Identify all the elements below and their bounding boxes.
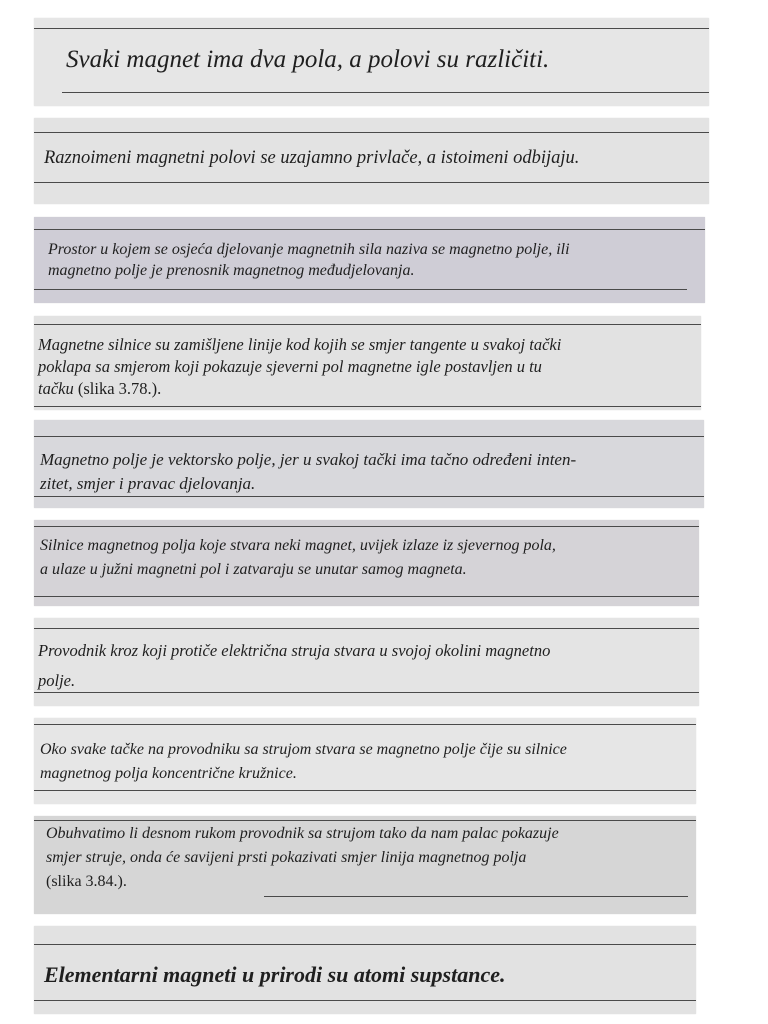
statement-line-1: Magnetne silnice su zamišljene linije kod kojih se smjer tangente u svakoj tački [38, 335, 562, 354]
statement-text [38, 334, 561, 400]
bottom-rule [34, 1000, 696, 1001]
bottom-rule [34, 790, 696, 791]
statement-strip-5 [34, 420, 704, 508]
statement-line-1: Magnetno polje je vektorsko polje, jer u svakoj tački ima tačno određeni inten- [40, 450, 577, 469]
bottom-rule [34, 496, 704, 497]
top-rule [34, 820, 696, 821]
statement-strip-4 [34, 316, 701, 410]
statement-text [40, 738, 567, 786]
statement-strip-9 [34, 816, 696, 914]
statement-line-3-text: tačku [38, 379, 74, 398]
statement-strip-8 [34, 718, 696, 804]
statement-text [38, 636, 550, 696]
top-rule [34, 28, 709, 29]
bottom-rule [34, 596, 699, 597]
statement-strip-10 [34, 926, 696, 1014]
statement-line-1: Silnice magnetnog polja koje stvara neki magnet, uvijek izlaze iz sjevernog pola, [40, 537, 556, 554]
statement-line-2: magnetno polje je prenosnik magnetnog međudjelovanja. [48, 262, 415, 279]
statement-text [46, 822, 559, 894]
top-rule [34, 944, 696, 945]
statement-line-2: polje. [38, 671, 76, 690]
statement-line-2: a ulaze u južni magnetni pol i zatvaraju se unutar samog magneta. [40, 561, 467, 578]
bottom-rule [62, 92, 709, 93]
bottom-rule [34, 406, 701, 407]
statement-text: Raznoimeni magnetni polovi se uzajamno privlače, a istoimeni odbijaju. [44, 148, 580, 168]
statement-text [40, 534, 556, 582]
bottom-rule [34, 692, 699, 693]
statement-text: Svaki magnet ima dva pola, a polovi su različiti. [66, 46, 550, 73]
statement-line-1: Provodnik kroz koji protiče električna struja stvara u svojoj okolini magnetno [38, 641, 551, 660]
top-rule [34, 229, 705, 230]
statement-line-1: Oko svake tačke na provodniku sa strujom stvara se magnetno polje čije su silnice [40, 741, 567, 758]
statement-line-2: smjer struje, onda će savijeni prsti pokazivati smjer linija magnetnog polja [46, 849, 527, 866]
statement-line-2: magnetnog polja koncentrične kružnice. [40, 765, 297, 782]
top-rule [34, 132, 709, 133]
statement-text: Elementarni magneti u prirodi su atomi supstance. [44, 962, 506, 987]
figure-reference: (slika 3.78.). [77, 379, 162, 398]
bottom-rule [264, 896, 688, 897]
top-rule [34, 526, 699, 527]
statement-strip-3 [34, 217, 705, 303]
bottom-rule [34, 182, 709, 183]
top-rule [34, 436, 704, 437]
statement-strip-7 [34, 618, 699, 706]
statement-strip-2 [34, 118, 709, 204]
bottom-rule [34, 289, 687, 290]
top-rule [34, 324, 701, 325]
statement-strip-6 [34, 520, 699, 606]
statement-strip-1 [34, 18, 709, 106]
statement-line-1: Obuhvatimo li desnom rukom provodnik sa strujom tako da nam palac pokazuje [46, 825, 559, 842]
statement-line-1: Prostor u kojem se osjeća djelovanje magnetnih sila naziva se magnetno polje, ili [48, 241, 570, 258]
statement-line-2: zitet, smjer i pravac djelovanja. [40, 474, 256, 493]
statement-line-2: poklapa sa smjerom koji pokazuje sjeverni pol magnetne igle postavljen u tu [38, 357, 542, 376]
top-rule [34, 628, 699, 629]
statement-text [40, 448, 576, 496]
top-rule [34, 724, 696, 725]
statement-line-3 [38, 378, 561, 400]
statement-text [48, 239, 570, 281]
figure-reference: (slika 3.84.). [46, 873, 127, 890]
